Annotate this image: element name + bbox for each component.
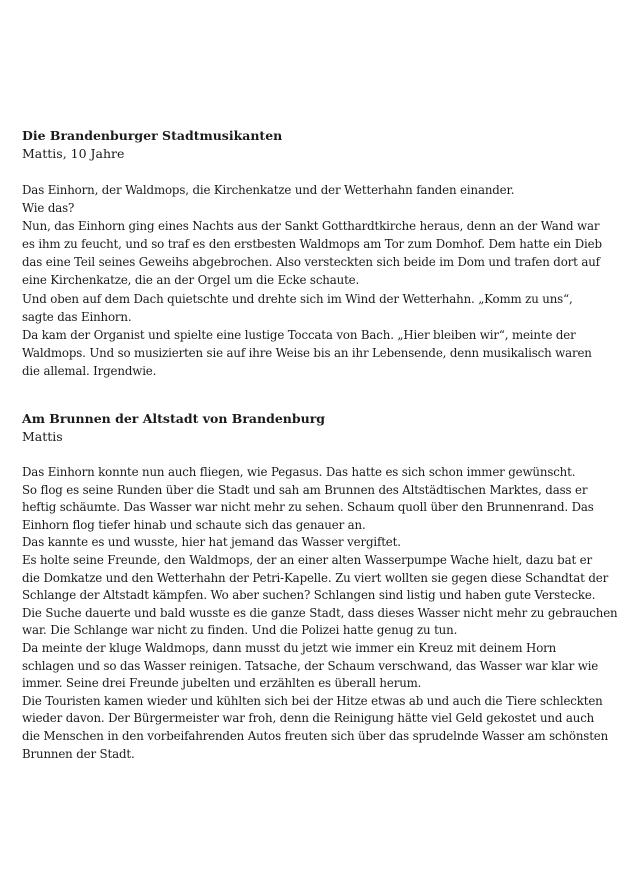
text-line: Es holte seine Freunde, den Waldmops, der an einer alten Wasserpumpe Wache hielt, dazu bat er	[22, 552, 592, 567]
text-line: war. Die Schlange war nicht zu finden. Und die Polizei hatte genug zu tun.	[22, 623, 458, 638]
text-line: die allemal. Irgendwie.	[22, 363, 157, 378]
story-author: Mattis	[22, 429, 63, 444]
story-author: Mattis, 10 Jahre	[22, 146, 125, 161]
story-title: Die Brandenburger Stadtmusikanten	[22, 128, 283, 143]
text-line: Brunnen der Stadt.	[22, 746, 135, 761]
text-line: Die Suche dauerte und bald wusste es die ganze Stadt, dass dieses Wasser nicht mehr zu gebrauchen	[22, 605, 617, 620]
text-line: Nun, das Einhorn ging eines Nachts aus der Sankt Gotthardtkirche heraus, denn an der Wand war	[22, 219, 600, 234]
text-line: die Domkatze und den Wetterhahn der Petri-Kapelle. Zu viert wollten sie gegen diese Schandtat der	[22, 570, 609, 585]
text-line: Die Touristen kamen wieder und kühlten sich bei der Hitze etwas ab und auch die Tiere schleckten	[22, 693, 603, 708]
text-line: Da meinte der kluge Waldmops, dann musst du jetzt wie immer ein Kreuz mit deinem Horn	[22, 640, 557, 655]
text-line: Das Einhorn konnte nun auch fliegen, wie Pegasus. Das hatte es sich schon immer gewünscht.	[22, 465, 576, 479]
text-line: So flog es seine Runden über die Stadt und sah am Brunnen des Altstädtischen Marktes, dass er	[22, 482, 588, 497]
text-line: Und oben auf dem Dach quietschte und drehte sich im Wind der Wetterhahn. „Komm zu uns“,	[22, 291, 573, 306]
text-line: das eine Teil seines Geweihs abgebrochen. Also versteckten sich beide im Dom und trafen dort auf	[22, 255, 600, 270]
text-line: es ihm zu feucht, und so traf es den erstbesten Waldmops am Tor zum Domhof. Dem hatte ein Dieb	[22, 237, 602, 252]
text-line: Einhorn flog tiefer hinab und schaute sich das genauer an.	[22, 517, 366, 532]
text-line: heftig schäumte. Das Wasser war nicht mehr zu sehen. Schaum quoll über den Brunnenrand. Das	[22, 500, 594, 515]
text-line: eine Kirchenkatze, die an der Orgel um die Ecke schaute.	[22, 273, 360, 288]
story-stadtmusikanten	[22, 127, 602, 380]
text-line: Das kannte es und wusste, hier hat jemand das Wasser vergiftet.	[22, 535, 401, 550]
text-line: Waldmops. Und so musizierten sie auf ihre Weise bis an ihr Lebensende, denn musikalisch waren	[22, 345, 592, 360]
story-brunnen	[22, 410, 617, 763]
text-line: immer. Seine drei Freunde jubelten und erzählten es überall herum.	[22, 676, 422, 691]
text-line: Das Einhorn, der Waldmops, die Kirchenkatze und der Wetterhahn fanden einander.	[22, 183, 515, 197]
text-line: wieder davon. Der Bürgermeister war froh, denn die Reinigung hätte viel Geld gekostet und auch	[22, 711, 595, 726]
text-line: Wie das?	[22, 201, 75, 216]
text-line: Schlange der Altstadt kämpfen. Wo aber suchen? Schlangen sind listig und haben gute Verstecke.	[22, 588, 596, 603]
text-line: Da kam der Organist und spielte eine lustige Toccata von Bach. „Hier bleiben wir“, meinte der	[22, 327, 576, 342]
text-line: schlagen und so das Wasser reinigen. Tatsache, der Schaum verschwand, das Wasser war klar wie	[22, 658, 599, 673]
text-line: sagte das Einhorn.	[22, 309, 132, 324]
text-line: die Menschen in den vorbeifahrenden Autos freuten sich über das sprudelnde Wasser am schönsten	[22, 728, 609, 743]
story-title: Am Brunnen der Altstadt von Brandenburg	[22, 411, 326, 426]
